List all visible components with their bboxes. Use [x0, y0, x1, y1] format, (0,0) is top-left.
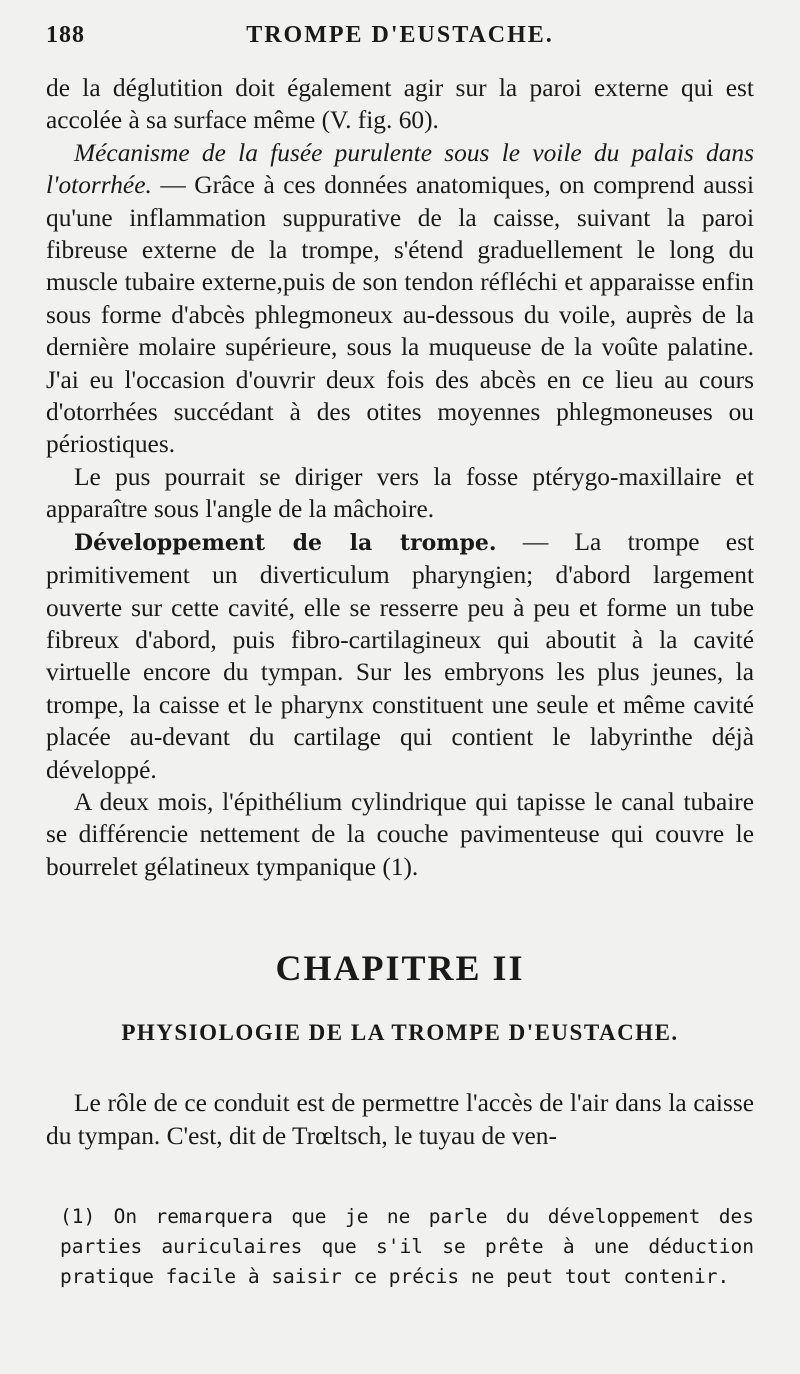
page-header: [46, 22, 754, 72]
chapter-title: CHAPITRE II: [275, 948, 525, 989]
footnote-area: [46, 1202, 754, 1292]
paragraph-continuation: [46, 72, 754, 137]
section-heading-developpement: Développement de la trompe.: [74, 529, 497, 556]
paragraph-pus-direction: [46, 461, 754, 526]
footnote: (1) On remarquera que je ne parle du développement des parties auriculaires que s'il se prête à une déduction pratique facile à saisir ce précis ne peut tout contenir.: [60, 1204, 754, 1288]
body-text: [46, 72, 754, 1152]
section-heading-mecanisme: Mécanisme de la fusée purulente sous le voile du palais dans l'otorrhée.: [46, 138, 754, 200]
paragraph-development: [46, 526, 754, 786]
paragraph-4-text: — La trompe est primitivement un diverticulum pharyngien; d'abord largement ouverte sur cette cavité, elle se resserre peu à peu et forme un tube fibreux d'abord, puis fibro-cartilagineux qui aboutit à la cavité virtuelle encore du tympan. Sur les embryons les plus jeunes, la trompe, la caisse et le pharynx constituent une seule et même cavité placée au-devant du cartilage qui contient le labyrinthe déjà développé.: [46, 527, 755, 784]
paragraph-6-text: Le rôle de ce conduit est de permettre l'accès de l'air dans la caisse du tympan. C'est, dit de Trœltsch, le tuyau de ven-: [46, 1089, 754, 1150]
paragraph-two-months: [46, 786, 754, 883]
running-title: TROMPE D'EUSTACHE.: [246, 22, 554, 48]
chapter-subtitle: PHYSIOLOGIE DE LA TROMPE D'EUSTACHE.: [121, 1020, 679, 1046]
paragraph-5-text: A deux mois, l'épithélium cylindrique qui tapisse le canal tubaire se différencie nettement de la couche pavimenteuse qui couvre le bourrelet gélatineux tympanique (1).: [46, 787, 754, 881]
paragraph-2-text: — Grâce à ces données anatomiques, on comprend aussi qu'une inflammation suppurative de la caisse, suivant la paroi fibreuse externe de la trompe, s'étend graduellement le long du muscle tubaire externe,puis de son tendon réfléchi et apparaisse enfin sous forme d'abcès phlegmoneux au-dessous du voile, auprès de la dernière molaire supérieure, sous la muqueuse de la voûte palatine. J'ai eu l'occasion d'ouvrir deux fois des abcès en ce lieu au cours d'otorrhées succédant à des otites moyennes phlegmoneuses ou périostiques.: [46, 171, 754, 459]
paragraph-role: [46, 1087, 754, 1152]
paragraph-1-text: de la déglutition doit également agir sur la paroi externe qui est accolée à sa surface même (V. fig. 60).: [46, 74, 754, 135]
paragraph-3-text: Le pus pourrait se diriger vers la fosse ptérygo-maxillaire et apparaître sous l'angle de la mâchoire.: [46, 462, 754, 524]
page-number: 188: [46, 22, 85, 48]
paragraph-purulent-fusee: [46, 137, 754, 461]
chapter-spacer: [46, 883, 754, 945]
